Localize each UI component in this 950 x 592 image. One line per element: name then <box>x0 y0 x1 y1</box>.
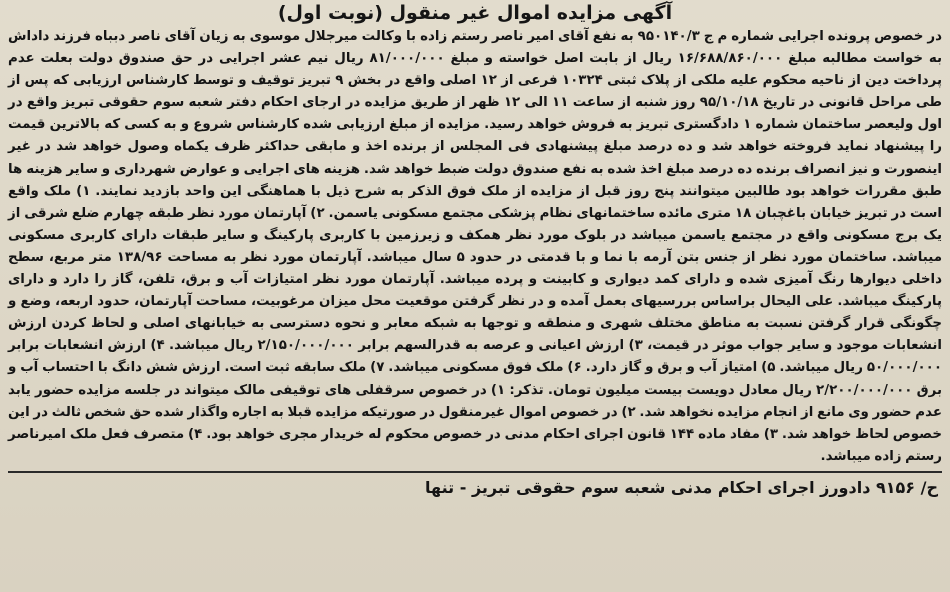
divider-line <box>8 471 942 473</box>
notice-signature: ح/ ۹۱۵۶ دادورز اجرای احکام مدنی شعبه سوم حقوقی تبریز - تنها <box>425 477 938 497</box>
notice-body: در خصوص پرونده اجرایی شماره م ج ۹۵۰۱۴۰/۳ به نفع آقای امیر ناصر رستم زاده با وکالت میرجلال موسوی به زیان آقای ناصر دبباه فرزند داداش به خواست مطالبه مبلغ ۱۶/۶۸۸/۸۶۰/۰۰۰ ریال از بابت اصل خواسته و مبلغ ۸۱/۰۰۰/۰۰۰ ریال نیم عشر اجرایی در حق صندوق دولت بعلت عدم پرداخت دین از ناحیه محکوم علیه ملکی از پلاک ثبتی ۱۰۳۲۴ فرعی از ۱۲ اصلی واقع در بخش ۹ تبریز توقیف و توسط کارشناس ارزیابی که پس از طی مراحل قانونی در تاریخ ۹۵/۱۰/۱۸ روز شنبه از ساعت ۱۱ الی ۱۲ ظهر از طریق مزایده در ارجای احکام دفتر شعبه سوم حقوقی تبریز واقع در اول ولیعصر ساختمان شماره ۱ دادگستری تبریز به فروش خواهد رسید. مزایده از مبلغ ارزیابی شده کارشناس شروع و به کسی که بالاترین قیمت را پیشنهاد نماید فروخته خواهد شد و ده درصد مبلغ پیشنهادی فی المجلس از برنده اخذ و مابقی حداکثر ظرف یکماه وصول خواهد شد در غیر اینصورت و نیز انصراف برنده ده درصد مبلغ اخذ شده به نفع صندوق دولت ضبط خواهد شد. هزینه های اجرایی و عوارض شهرداری و سایر هزینه ها طبق مقررات خواهد بود طالبین میتوانند پنج روز قبل از مزایده از ملک فوق الذکر به شرح ذیل با هماهنگی این واحد بازدید نمایند. ۱) ملک واقع است در تبریز خیابان باغچبان ۱۸ متری مائده ساختمانهای نظام پزشکی مجتمع مسکونی یاسمن. ۲) آپارتمان مورد نظر طبقه چهارم ضلع شرقی از یک برج مسکونی واقع در مجتمع یاسمن میباشد در بلوک مورد نظر همکف و زیرزمین با کاربری پارکینگ و سایر طبقات دارای کاربری مسکونی میباشد. ساختمان مورد نظر از جنس بتن آرمه با نما و با قدمتی در حدود ۵ سال میباشد. آپارتمان مورد نظر به مساحت ۱۳۸/۹۶ متر مربع، سطح داخلی دیوارها رنگ آمیزی شده و دارای کمد دیواری و کابینت و پرده میباشد. آپارتمان مورد نظر امتیازات آب و برق، تلفن، گاز را دارد و دارای پارکینگ میباشد. علی الیحال براساس بررسیهای بعمل آمده و در نظر گرفتن موقعیت محل میزان مرغوبیت، مساحت آپارتمان، حدود اربعه، وضع و چگونگی قرار گرفتن نسبت به مناطق مختلف شهری و منطقه و توجها به شبکه معابر و نحوه دسترسی به خیابانهای اصلی و لحاظ کردن ارزش انشعابات موجود و سایر جواب موثر در قیمت، ۳) ارزش اعیانی و عرصه به قدرالسهم برابر ۲/۱۵۰/۰۰۰/۰۰۰ ریال میباشد. ۴) ارزش انشعابات برابر ۵۰/۰۰۰/۰۰۰ ریال میباشد. ۵) امتیاز آب و برق و گاز دارد. ۶) ملک فوق مسکونی میباشد. ۷) ملک سابقه ثبت است. ارزش شش دانگ با احتساب آب و برق ۲/۲۰۰/۰۰۰/۰۰۰ ریال معادل دویست بیست میلیون تومان. تذکر: ۱) در خصوص سرقفلی های توقیفی مالک میتواند در جلسه مزایده حضور یابد عدم حضور وی مانع از انجام مزایده نخواهد شد. ۲) در خصوص اموال غیرمنقول در صورتیکه مزایده قبلا به اجاره واگذار شده حق شخص ثالث در این خصوص لحاظ خواهد شد. ۳) مفاد ماده ۱۴۴ قانون اجرای احکام مدنی در خصوص محکوم له خریدار مجری خواهد بود. ۴) متصرف فعل ملک امیرناصر رستم زاده میباشد. <box>8 29 943 464</box>
notice-title: آگهی مزایده اموال غیر منقول (نوبت اول) <box>277 2 673 24</box>
